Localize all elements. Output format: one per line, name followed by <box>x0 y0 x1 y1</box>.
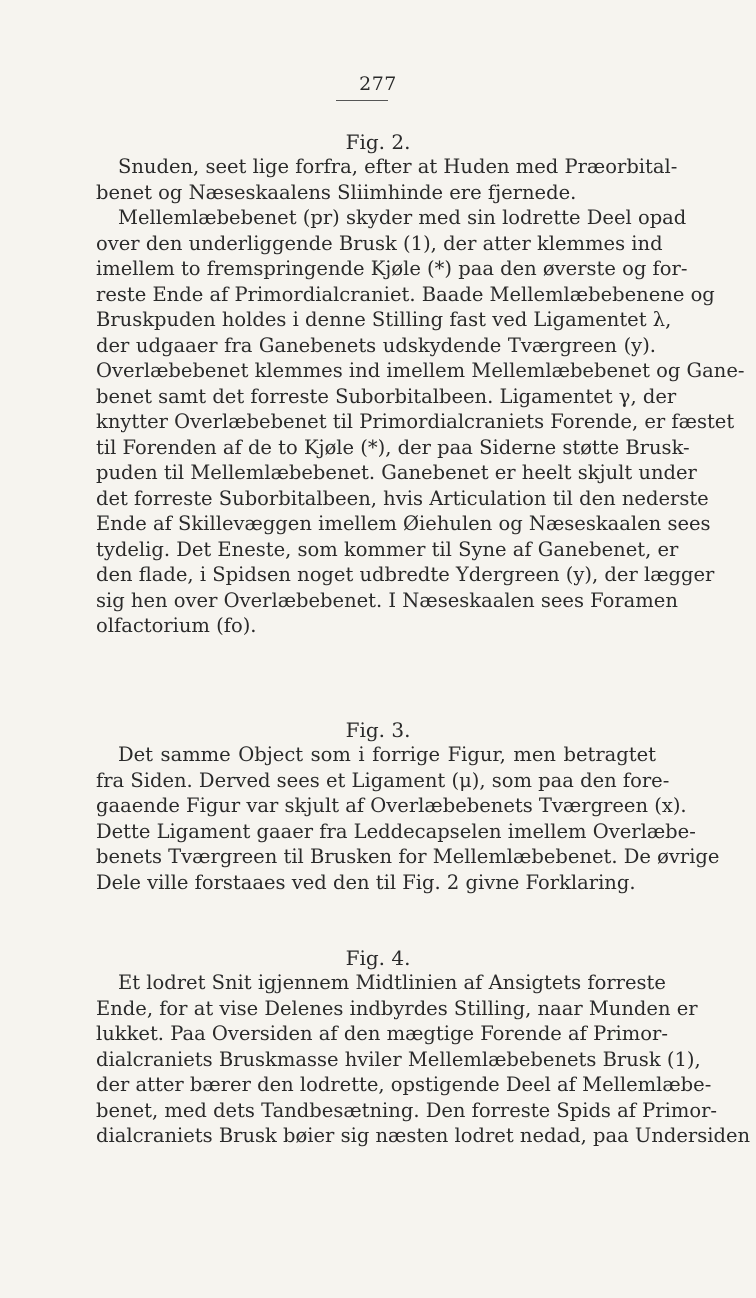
text-line: Det samme Object som i forrige Figur, men betragtet <box>118 743 656 766</box>
text-line: Snuden, seet lige forfra, efter at Huden med Præorbital- <box>118 155 678 178</box>
text-line: Overlæbebenet klemmes ind imellem Mellemlæbebenet og Gane- <box>96 359 745 382</box>
text-line: Ende af Skillevæggen imellem Øiehulen og Næseskaalen sees <box>96 512 711 535</box>
text-line: Mellemlæbebenet (pr) skyder med sin lodrette Deel opad <box>118 206 687 229</box>
fig-4-heading: Fig. 4. <box>345 946 411 970</box>
text-line: olfactorium (fo). <box>96 614 257 637</box>
text-line: til Forenden af de to Kjøle (*), der paa Siderne støtte Brusk- <box>96 435 690 459</box>
text-line: dialcraniets Brusk bøier sig næsten lodret nedad, paa Undersiden <box>96 1124 751 1147</box>
text-line: Dele ville forstaaes ved den til Fig. 2 givne Forklaring. <box>96 870 636 894</box>
text-line: der udgaaer fra Ganebenets udskydende Tværgreen (y). <box>96 333 656 357</box>
text-line: Ende, for at vise Delenes indbyrdes Stilling, naar Munden er <box>96 996 698 1020</box>
text-line: det forreste Suborbitalbeen, hvis Articulation til den nederste <box>96 486 709 510</box>
text-line: benets Tværgreen til Brusken for Mellemlæbebenet. De øvrige <box>96 845 720 868</box>
text-line: over den underliggende Brusk (1), der atter klemmes ind <box>96 231 663 255</box>
fig-2-heading: Fig. 2. <box>345 130 411 154</box>
text-line: dialcraniets Bruskmasse hviler Mellemlæbebenets Brusk (1), <box>96 1047 701 1071</box>
text-line: tydelig. Det Eneste, som kommer til Syne af Ganebenet, er <box>96 537 679 561</box>
text-line: den flade, i Spidsen noget udbredte Ydergreen (y), der lægger <box>96 563 715 586</box>
text-line: gaaende Figur var skjult af Overlæbebenets Tværgreen (x). <box>96 794 687 817</box>
text-line: reste Ende af Primordialcraniet. Baade Mellemlæbebenene og <box>96 282 715 306</box>
page-number-rule <box>336 100 388 101</box>
text-line: lukket. Paa Oversiden af den mægtige Forende af Primor- <box>96 1022 668 1045</box>
text-line: Et lodret Snit igjennem Midtlinien af Ansigtets forreste <box>118 971 666 994</box>
fig-2-body-paragraph <box>96 205 745 639</box>
text-line: benet, med dets Tandbesætning. Den forreste Spids af Primor- <box>96 1098 718 1122</box>
fig-3-heading: Fig. 3. <box>345 718 411 742</box>
text-line: sig hen over Overlæbebenet. I Næseskaalen sees Foramen <box>96 588 678 612</box>
text-line: benet og Næseskaalens Sliimhinde ere fjernede. <box>96 180 577 204</box>
text-line: puden til Mellemlæbebenet. Ganebenet er heelt skjult under <box>96 461 697 484</box>
fig-4-paragraph <box>96 970 751 1149</box>
text-line: Dette Ligament gaaer fra Leddecapselen imellem Overlæbe- <box>96 819 696 843</box>
page-number: 277 <box>359 73 397 95</box>
text-line: knytter Overlæbebenet til Primordialcraniets Forende, er fæstet <box>96 410 735 433</box>
text-line: Bruskpuden holdes i denne Stilling fast ved Ligamentet λ, <box>96 308 672 331</box>
text-line: imellem to fremspringende Kjøle (*) paa den øverste og for- <box>96 257 688 280</box>
text-line: benet samt det forreste Suborbitalbeen. Ligamentet γ, der <box>96 384 677 408</box>
fig-2-intro-paragraph <box>96 154 678 205</box>
fig-3-paragraph <box>96 742 720 895</box>
text-line: der atter bærer den lodrette, opstigende Deel af Mellemlæbe- <box>96 1073 712 1096</box>
text-line: fra Siden. Derved sees et Ligament (μ), som paa den fore- <box>96 768 670 792</box>
